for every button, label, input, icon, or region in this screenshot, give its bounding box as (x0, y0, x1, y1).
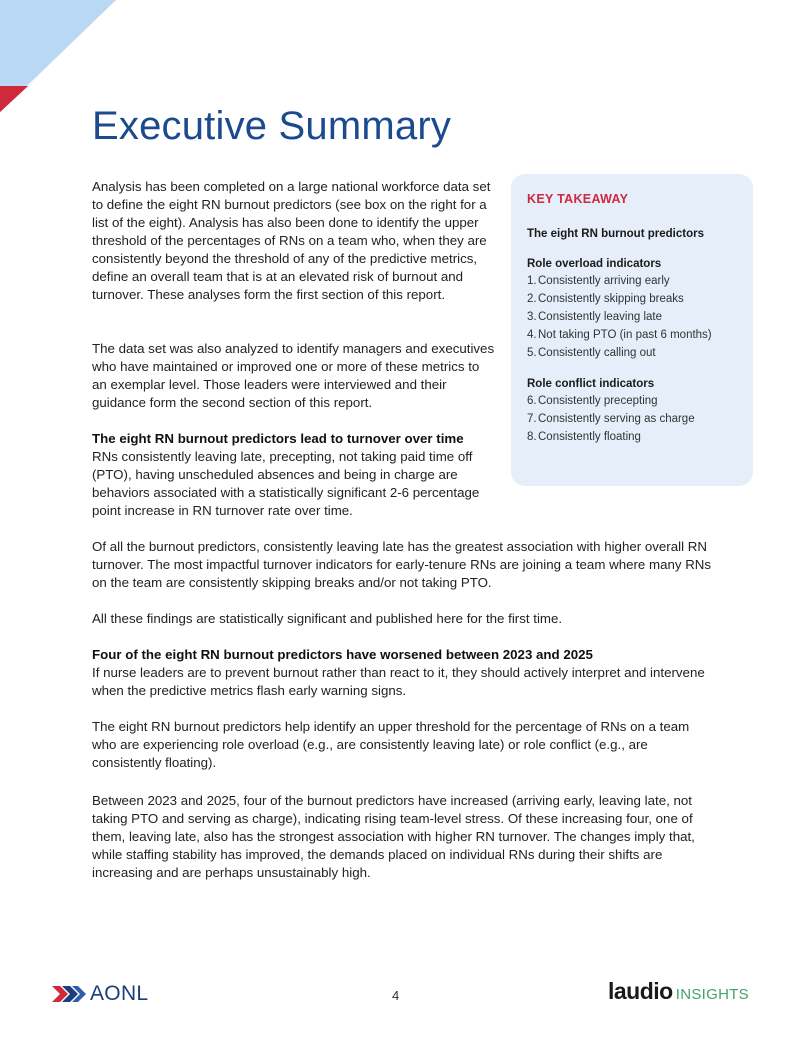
aonl-logo (52, 982, 148, 1006)
chevrons-icon (52, 984, 88, 1004)
corner-decoration (0, 0, 120, 120)
list-item: 6. Consistently precepting (527, 395, 658, 407)
intro-paragraph: Analysis has been completed on a large national workforce data set to define the eight RN burnout predictors (see box on the right for a list of the eight). Analysis has also been done to identify the upper threshold of the percentages of RNs on a team who, when they are consistently beyond the threshold of any of the predictive metrics, define an overall team that is at an elevated risk of burnout and turnover. These analyses form the first section of this report. (92, 179, 491, 302)
takeaway-subheading: The eight RN burnout predictors (527, 228, 704, 240)
laudio-logo-text: laudio (608, 978, 673, 1004)
worsened-section (92, 646, 712, 700)
leaving-late-paragraph: Of all the burnout predictors, consistently leaving late has the greatest association with higher overall RN turnover. The most impactful turnover indicators for early-tenure RNs are joining a team where many RNs on the team are consistently skipping breaks and/or not taking PTO. (92, 539, 712, 590)
trend-paragraph: Between 2023 and 2025, four of the burnout predictors have increased (arriving early, leaving late, not taking PTO and serving as charge), indicating rising team-level stress. Of these increasing four, one of them, leaving late, also has the strongest association with higher RN turnover. The changes imply that, while staffing stability has improved, the demands placed on individual RNs during their shifts are increasing and are perhaps unsustainably high. (92, 793, 695, 880)
takeaway-heading: KEY TAKEAWAY (527, 192, 629, 206)
list-item: 3. Consistently leaving late (527, 311, 663, 323)
turnover-section (92, 430, 482, 520)
list-item: 8. Consistently floating (527, 431, 641, 443)
analysis-paragraph: The data set was also analyzed to identify managers and executives who have maintained or improved one or more of these metrics to an exemplar level. Those leaders were interviewed and their guidance form the second section of this report. (92, 341, 495, 410)
list-item: 7. Consistently serving as charge (527, 413, 695, 425)
findings-paragraph: All these findings are statistically significant and published here for the first time. (92, 611, 563, 626)
conflict-title: Role conflict indicators (527, 378, 655, 390)
list-item: 4. Not taking PTO (in past 6 months) (527, 329, 712, 341)
threshold-paragraph: The eight RN burnout predictors help identify an upper threshold for the percentage of RNs on a team who are experiencing role overload (e.g., are consistently leaving late) or role conflict (e.g., are consistently floating). (92, 719, 690, 770)
insights-logo-text: INSIGHTS (675, 986, 749, 1003)
section-heading-turnover: The eight RN burnout predictors lead to turnover over time (92, 431, 464, 446)
section-heading-worsened: Four of the eight RN burnout predictors have worsened between 2023 and 2025 (92, 647, 593, 662)
conflict-list (527, 392, 737, 446)
list-item: 1. Consistently arriving early (527, 275, 670, 287)
key-takeaway-box (511, 174, 753, 486)
overload-title: Role overload indicators (527, 258, 662, 270)
prevent-burnout-paragraph: If nurse leaders are to prevent burnout rather than react to it, they should actively interpret and intervene when the predictive metrics flash early warning signs. (92, 665, 705, 698)
page-title: Executive Summary (92, 104, 452, 148)
list-item: 5. Consistently calling out (527, 347, 656, 359)
aonl-logo-text: AONL (90, 982, 149, 1005)
page-number: 4 (392, 988, 400, 1003)
overload-list (527, 272, 737, 362)
laudio-logo (608, 978, 749, 1005)
turnover-paragraph: RNs consistently leaving late, precepting, not taking paid time off (PTO), having unscheduled absences and being in charge are behaviors associated with a statistically significant 2-6 percentage point increase in RN turnover rate over time. (92, 449, 480, 518)
list-item: 2. Consistently skipping breaks (527, 293, 684, 305)
